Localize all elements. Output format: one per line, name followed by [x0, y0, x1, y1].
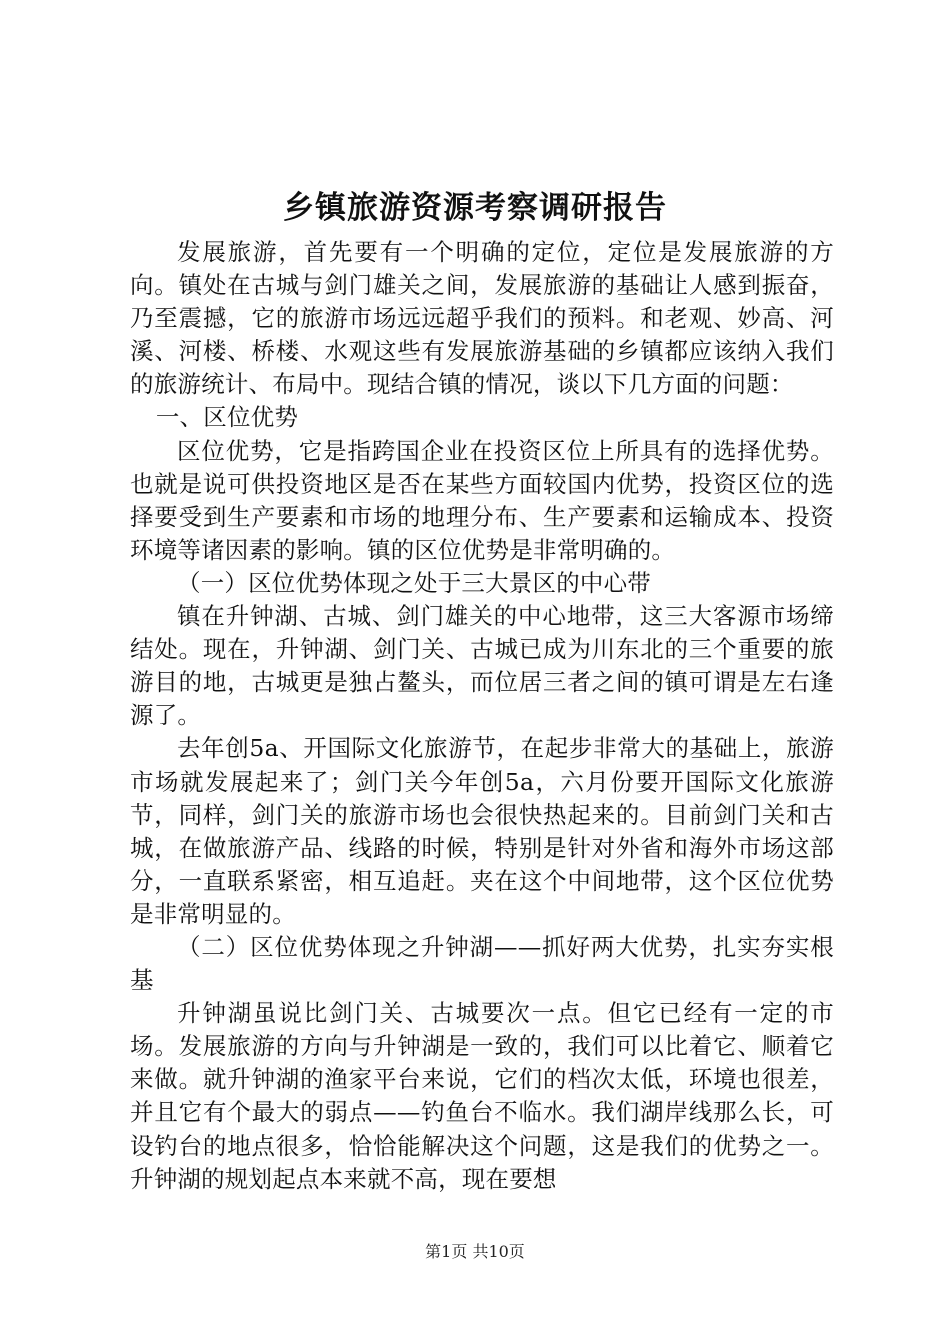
section-heading-location-advantage: 一、区位优势 [155, 403, 299, 432]
paragraph-intro: 发展旅游，首先要有一个明确的定位，定位是发展旅游的方向。镇处在古城与剑门雄关之间，发展旅游的基础让人感到振奋，乃至震撼，它的旅游市场远远超乎我们的预料。和老观、妙高、河溪、河楼、桥楼、水观这些有发展旅游基础的乡镇都应该纳入我们的旅游统计、布局中。现结合镇的情况，谈以下几方面的问题： [130, 238, 834, 399]
paragraph-central-zone: 镇在升钟湖、古城、剑门雄关的中心地带，这三大客源市场缔结处。现在，升钟湖、剑门关、古城已成为川东北的三个重要的旅游目的地，古城更是独占鳌头，而位居三者之间的镇可谓是左右逢源了。 [130, 602, 834, 730]
subsection-heading-1: （一）区位优势体现之处于三大景区的中心带 [177, 568, 651, 597]
paragraph-location-definition: 区位优势，它是指跨国企业在投资区位上所具有的选择优势。也就是说可供投资地区是否在某些方面较国内优势，投资区位的选择要受到生产要素和市场的地理分布、生产要素和运输成本、投资环境等诸因素的影响。镇的区位优势是非常明确的。 [130, 436, 834, 564]
paragraph-5a-festival: 去年创5a、开国际文化旅游节，在起步非常大的基础上，旅游市场就发展起来了；剑门关今年创5a，六月份要开国际文化旅游节，同样，剑门关的旅游市场也会很快热起来的。目前剑门关和古城，在做旅游产品、线路的时候，特别是针对外省和海外市场这部分，一直联系紧密，相互追赶。夹在这个中间地带，这个区位优势是非常明显的。 [130, 734, 834, 928]
subsection-heading-2: （二）区位优势体现之升钟湖——抓好两大优势，扎实夯实根基 [130, 932, 834, 995]
document-body [130, 236, 834, 1196]
document-title: 乡镇旅游资源考察调研报告 [283, 190, 667, 226]
paragraph-shengzhong-lake: 升钟湖虽说比剑门关、古城要次一点。但它已经有一定的市场。发展旅游的方向与升钟湖是一致的，我们可以比着它、顺着它来做。就升钟湖的渔家平台来说，它们的档次太低，环境也很差，并且它有个最大的弱点——钓鱼台不临水。我们湖岸线那么长，可设钓台的地点很多，恰恰能解决这个问题，这是我们的优势之一。升钟湖的规划起点本来就不高，现在要想 [130, 999, 834, 1193]
page-footer: 第1页 共10页 [425, 1242, 525, 1261]
